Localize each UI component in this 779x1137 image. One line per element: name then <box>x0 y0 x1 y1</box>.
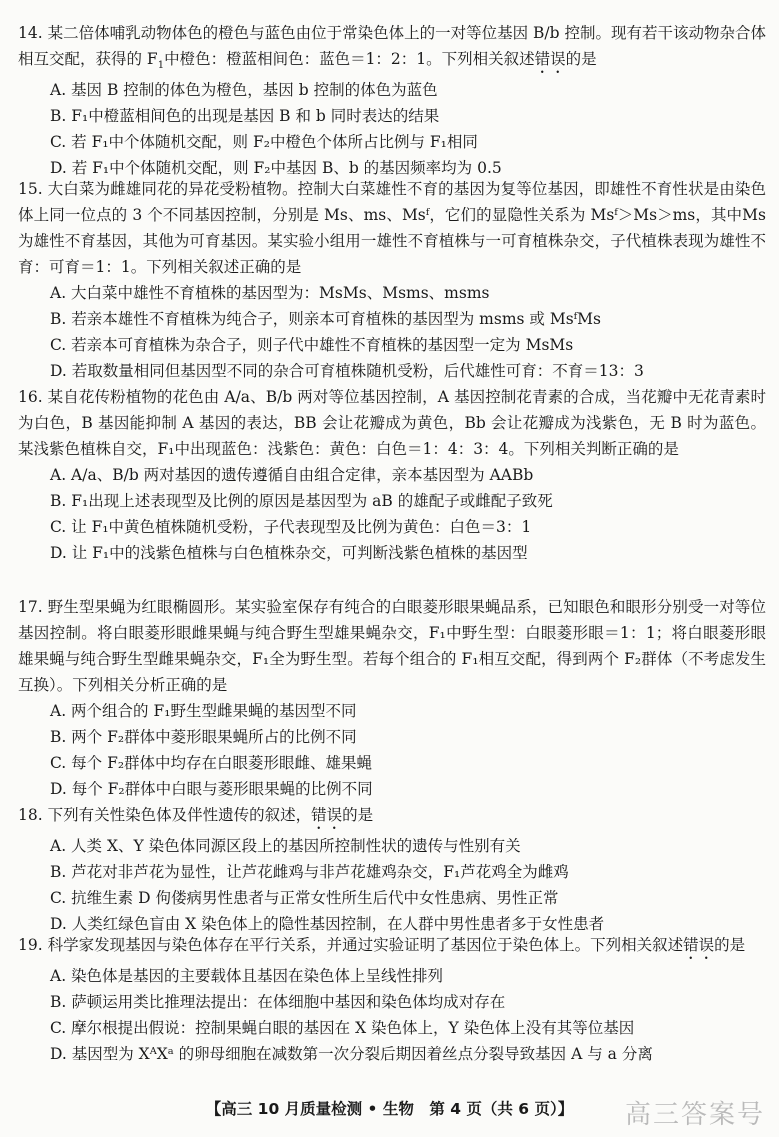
question-14-stem <box>18 20 766 77</box>
q15-option-b: B. 若亲本雄性不育植株为纯合子，则亲本可育植株的基因型为 msms 或 MsᶠMs <box>50 310 601 328</box>
question-17 <box>18 594 766 802</box>
q19-option-d: D. 基因型为 XᴬXᵃ 的卵母细胞在减数第一次分裂后期因着丝点分裂导致基因 A 与 a 分离 <box>50 1045 653 1063</box>
q15-option-d: D. 若取数量相同但基因型不同的杂合可育植株随机受粉，后代雄性可育：不育＝13：3 <box>50 362 644 380</box>
q17-option-d: D. 每个 F₂群体中白眼与菱形眼果蝇的比例不同 <box>50 780 373 798</box>
q19-option-a: A. 染色体是基因的主要载体且基因在染色体上呈线性排列 <box>50 967 444 985</box>
q14-option-d: D. 若 F₁中个体随机交配，则 F₂中基因 B、b 的基因频率均为 0.5 <box>50 159 502 177</box>
q14-option-a: A. 基因 B 控制的体色为橙色，基因 b 控制的体色为蓝色 <box>50 81 438 99</box>
q17-option-a: A. 两个组合的 F₁野生型雌果蝇的基因型不同 <box>50 702 357 720</box>
question-19-stem <box>18 932 766 963</box>
q15-option-c: C. 若亲本可育植株为杂合子，则子代中雄性不育植株的基因型一定为 MsMs <box>50 336 574 354</box>
q18-option-d: D. 人类红绿色盲由 X 染色体上的隐性基因控制，在人群中男性患者多于女性患者 <box>50 915 605 933</box>
q17-option-c: C. 每个 F₂群体中均存在白眼菱形眼雌、雄果蝇 <box>50 754 373 772</box>
question-16-stem: 16. 某自花传粉植物的花色由 A/a、B/b 两对等位基因控制，A 基因控制花青素的合成，当花瓣中无花青素时为白色，B 基因能抑制 A 基因的表达，BB 会让花瓣成为黄色，Bb 会让花瓣成为浅紫色，无 B 时为蓝色。某浅紫色植株自交，F₁中出现蓝色：浅紫色：黄色：白色＝1：4：3：4。下列相关判断正确的是 <box>18 388 766 458</box>
q16-option-b: B. F₁出现上述表现型及比例的原因是基因型为 aB 的雄配子或雌配子致死 <box>50 492 553 510</box>
question-15-stem: 15. 大白菜为雌雄同花的异花受粉植物。控制大白菜雄性不育的基因为复等位基因，即雄性不育性状是由染色体上同一位点的 3 个不同基因控制，分别是 Ms、ms、Msᶠ，它们的显隐性关系为 Msᶠ＞Ms＞ms，其中Ms 为雄性不育基因，其他为可育基因。某实验小组用一雄性不育植株与一可育植株杂交，子代植株表现为雄性不育：可育＝1：1。下列相关叙述正确的是 <box>18 180 766 276</box>
q14-stem-c: 中橙色：橙蓝相间色：蓝色＝1：2：1。下列相关叙述 <box>164 50 535 68</box>
question-16 <box>18 384 766 566</box>
page-footer: 【高三 10 月质量检测 • 生物 第 4 页（共 6 页）】 <box>205 1100 574 1118</box>
q14-stem-d: 的是 <box>565 50 597 68</box>
q19-option-b: B. 萨顿运用类比推理法提出：在体细胞中基因和染色体均成对存在 <box>50 993 506 1011</box>
q18-option-a: A. 人类 X、Y 染色体同源区段上的基因所控制性状的遗传与性别有关 <box>50 837 521 855</box>
q14-stem-sub: 1 <box>157 60 165 72</box>
q19-stem-a: 19. 科学家发现基因与染色体存在平行关系，并通过实验证明了基因位于染色体上。下列相关叙述 <box>18 936 684 954</box>
question-17-stem: 17. 野生型果蝇为红眼椭圆形。某实验室保存有纯合的白眼菱形眼果蝇品系，已知眼色和眼形分别受一对等位基因控制。将白眼菱形眼雌果蝇与纯合野生型雄果蝇杂交，F₁中野生型：白眼菱形眼＝1：1；将白眼菱形眼雄果蝇与纯合野生型雌果蝇杂交，F₁全为野生型。若每个组合的 F₁相互交配，得到两个 F₂群体（不考虑发生互换）。下列相关分析正确的是 <box>18 598 766 694</box>
q19-stem-b: 的是 <box>714 936 746 954</box>
question-19 <box>18 932 766 1067</box>
q15-option-a: A. 大白菜中雄性不育植株的基因型为：MsMs、Msms、msms <box>50 284 490 302</box>
question-18 <box>18 802 766 937</box>
q18-stem-a: 18. 下列有关性染色体及伴性遗传的叙述， <box>18 806 312 824</box>
q14-stem-a: 14. 某二倍体哺乳动物体色的橙色与蓝色由位于常染色体上的一对等位基因 B/b 控制。现有若干该动物杂合体相互交配，获得的 F <box>18 24 766 68</box>
q17-option-b: B. 两个 F₂群体中菱形眼果蝇所占的比例不同 <box>50 728 357 746</box>
question-15 <box>18 176 766 384</box>
question-14 <box>18 20 766 181</box>
question-18-stem <box>18 802 766 833</box>
q18-stem-b: 的是 <box>342 806 374 824</box>
q16-option-c: C. 让 F₁中黄色植株随机受粉，子代表现型及比例为黄色：白色＝3：1 <box>50 518 532 536</box>
q19-emphasis: 错误 <box>683 936 715 954</box>
q16-option-d: D. 让 F₁中的浅紫色植株与白色植株杂交，可判断浅紫色植株的基因型 <box>50 544 528 562</box>
q14-emphasis: 错误 <box>534 50 566 68</box>
q16-option-a: A. A/a、B/b 两对基因的遗传遵循自由组合定律，亲本基因型为 AABb <box>50 466 534 484</box>
watermark-logo: 高三答案号 <box>624 1100 765 1130</box>
q18-option-c: C. 抗维生素 D 佝偻病男性患者与正常女性所生后代中女性患病、男性正常 <box>50 889 559 907</box>
q19-option-c: C. 摩尔根提出假说：控制果蝇白眼的基因在 X 染色体上，Y 染色体上没有其等位基因 <box>50 1019 635 1037</box>
q14-option-c: C. 若 F₁中个体随机交配，则 F₂中橙色个体所占比例与 F₁相同 <box>50 133 478 151</box>
q14-option-b: B. F₁中橙蓝相间色的出现是基因 B 和 b 同时表达的结果 <box>50 107 440 125</box>
q18-emphasis: 错误 <box>311 806 343 824</box>
q18-option-b: B. 芦花对非芦花为显性，让芦花雌鸡与非芦花雄鸡杂交，F₁芦花鸡全为雌鸡 <box>50 863 569 881</box>
